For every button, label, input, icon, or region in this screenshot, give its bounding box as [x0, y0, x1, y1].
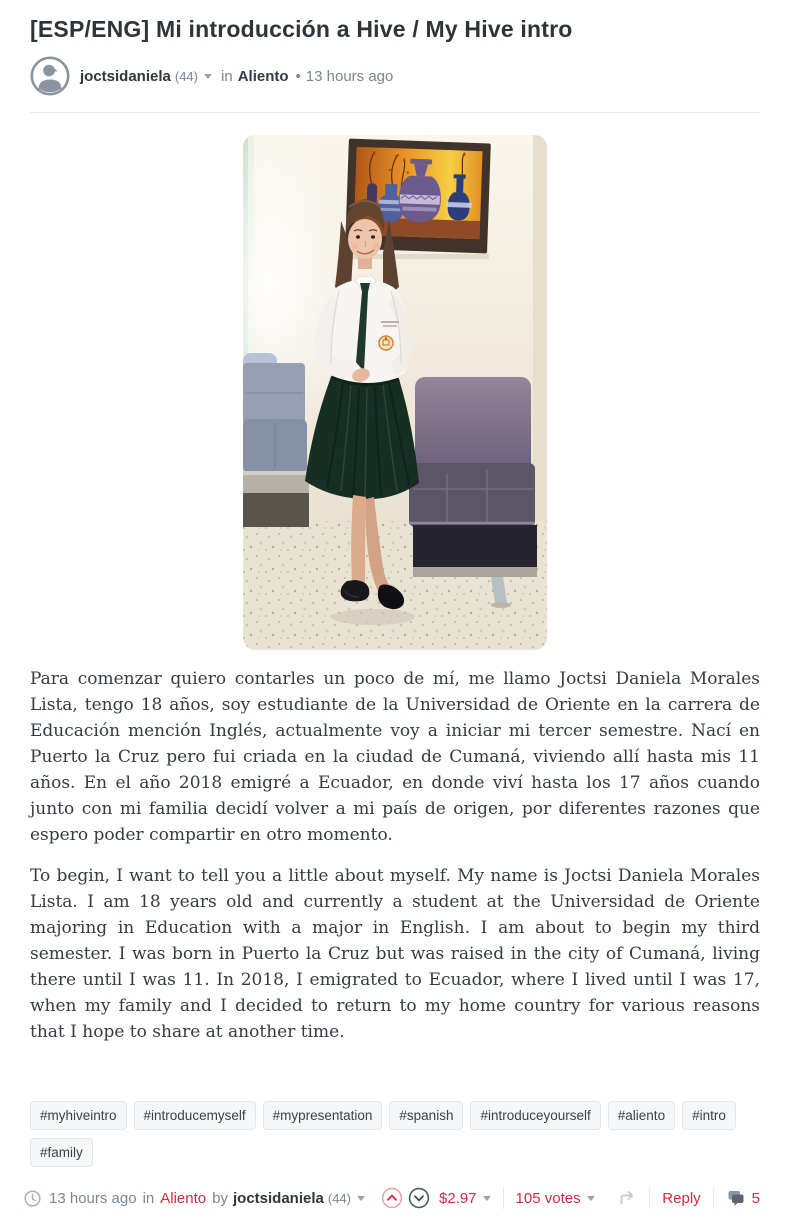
header-divider	[30, 112, 760, 113]
page-title: [ESP/ENG] Mi introducción a Hive / My Hive intro	[30, 16, 573, 42]
votes-dropdown-icon[interactable]	[587, 1196, 595, 1201]
footer-meta	[24, 1190, 365, 1207]
divider	[713, 1187, 714, 1209]
reshare-icon	[618, 1189, 637, 1207]
tag-introducemyself[interactable]: #introducemyself	[134, 1101, 256, 1130]
comments-button[interactable]	[726, 1189, 745, 1207]
tag-intro[interactable]: #intro	[682, 1101, 736, 1130]
payout-amount[interactable]: $2.97	[438, 1189, 477, 1207]
tag-introduceyourself[interactable]: #introduceyourself	[470, 1101, 600, 1130]
in-label: in	[221, 67, 233, 85]
comment-count[interactable]: 5	[751, 1189, 760, 1207]
paragraph-english: To begin, I want to tell you a little about myself. My name is Joctsi Daniela Morales Lista. I am 18 years old and currently a student at the Universidad de Oriente majoring in Education with a major in English. I am about to begin my third semester. I was born in Puerto la Cruz but was raised in the city of Cumaná, living there until I was 11. In 2018, I emigrated to Ecuador, where I lived until I was 17, when my family and I decided to return to my home country for various reasons that I hope to share at another time.	[30, 866, 760, 1042]
bullet-separator: •	[295, 67, 301, 85]
post-photo-illustration	[243, 135, 547, 650]
post-image	[243, 135, 547, 650]
divider	[503, 1187, 504, 1209]
post-footer	[24, 1187, 760, 1209]
tag-family[interactable]: #family	[30, 1138, 93, 1167]
reshare-button[interactable]	[618, 1189, 637, 1207]
author-row	[30, 56, 760, 96]
clock-icon	[24, 1190, 41, 1207]
footer-in-label: in	[142, 1189, 155, 1207]
author-reputation: (44)	[174, 68, 198, 84]
community-link[interactable]: Aliento	[237, 67, 289, 85]
downvote-button[interactable]	[408, 1187, 430, 1209]
tag-aliento[interactable]: #aliento	[608, 1101, 675, 1130]
footer-actions	[618, 1187, 760, 1209]
tag-spanish[interactable]: #spanish	[389, 1101, 463, 1130]
chevron-down-icon[interactable]	[204, 74, 212, 79]
footer-by-label: by	[212, 1189, 228, 1207]
footer-author-link[interactable]: joctsidaniela	[232, 1189, 324, 1207]
footer-timestamp: 13 hours ago	[49, 1189, 137, 1207]
payout-dropdown-icon[interactable]	[483, 1196, 491, 1201]
tag-list	[30, 1101, 760, 1167]
reply-button[interactable]: Reply	[662, 1189, 701, 1207]
post-timestamp: 13 hours ago	[305, 67, 394, 85]
tag-mypresentation[interactable]: #mypresentation	[263, 1101, 383, 1130]
upvote-button[interactable]	[381, 1187, 403, 1209]
avatar[interactable]	[30, 56, 70, 96]
vote-controls	[381, 1187, 595, 1209]
default-avatar-icon	[30, 56, 70, 96]
paragraph-spanish: Para comenzar quiero contarles un poco de mí, me llamo Joctsi Daniela Morales Lista, tengo 18 años, soy estudiante de la Universidad de Oriente en la carrera de Educación mención Inglés, actualmente voy a iniciar mi tercer semestre. Nací en Puerto la Cruz pero fui criada en la ciudad de Cumaná, viviendo allí hasta mis 11 años. En el año 2018 emigré a Ecuador, en donde viví hasta los 17 años cuando junto con mi familia decidí volver a mi país de origen, por diferentes razones que espero poder compartir en otro momento.	[30, 669, 760, 845]
votes-count[interactable]: 105 votes	[515, 1189, 581, 1207]
footer-author-reputation: (44)	[327, 1190, 351, 1206]
chevron-down-icon[interactable]	[357, 1196, 365, 1201]
comments-icon	[726, 1189, 745, 1207]
tag-myhiveintro[interactable]: #myhiveintro	[30, 1101, 127, 1130]
footer-community-link[interactable]: Aliento	[160, 1189, 207, 1207]
divider	[649, 1187, 650, 1209]
author-link[interactable]: joctsidaniela	[80, 67, 171, 85]
